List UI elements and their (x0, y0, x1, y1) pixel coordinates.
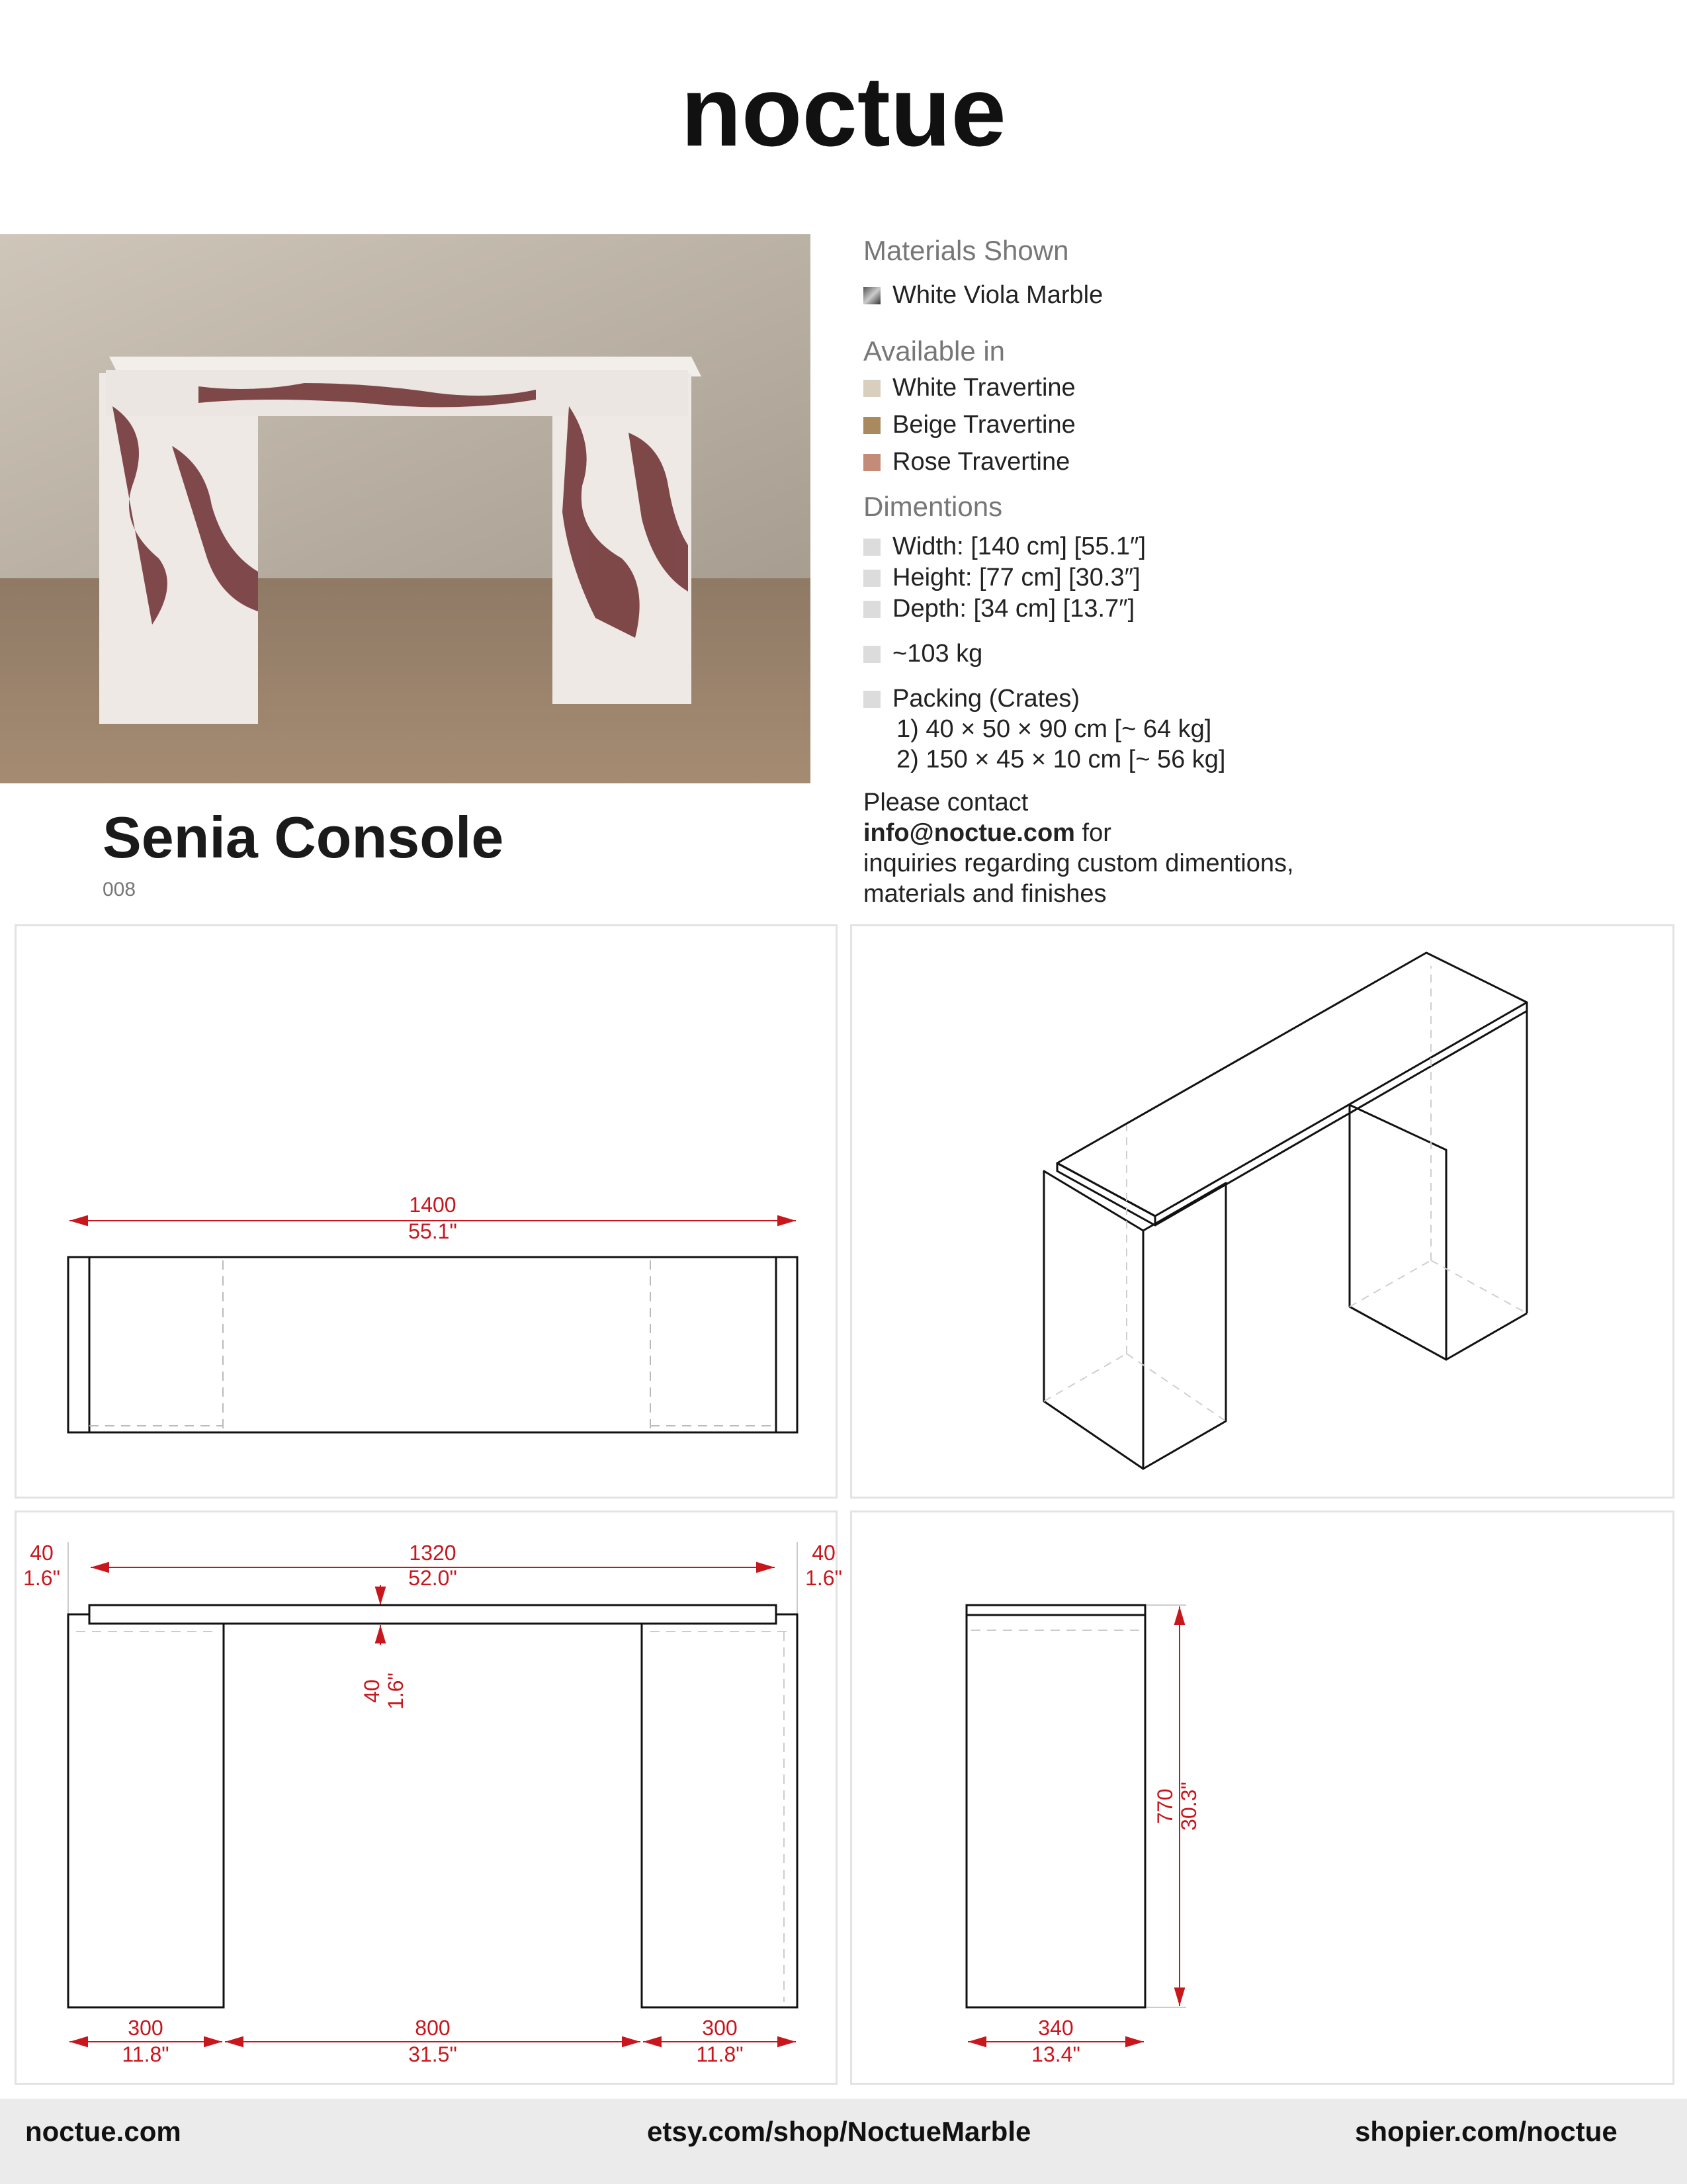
top-slab (89, 1605, 776, 1624)
contact-line-1: Please contact (863, 789, 1029, 816)
product-code: 008 (103, 879, 136, 900)
bullet-icon (863, 601, 881, 618)
footer-shopier-link[interactable]: shopier.com/noctue (1355, 2116, 1618, 2147)
side-view-drawing (852, 1512, 1672, 2083)
dim-mm: 300 (702, 2016, 738, 2040)
material-label: Rose Travertine (892, 448, 1070, 476)
available-item (863, 374, 1076, 402)
dim-mm: 40 (812, 1541, 836, 1565)
available-in-heading: Available in (863, 335, 1006, 367)
dimension-height (863, 564, 1141, 592)
white-travertine-swatch-icon (863, 380, 881, 397)
rose-travertine-swatch-icon (863, 454, 881, 471)
contact-line-2 (863, 819, 1111, 848)
material-label: Beige Travertine (892, 411, 1076, 439)
bullet-icon (863, 691, 881, 708)
bullet-icon (863, 539, 881, 556)
material-label: White Viola Marble (892, 281, 1103, 309)
top-view-panel (15, 924, 838, 1499)
dim-in: 1.6" (384, 1673, 408, 1710)
bullet-icon (863, 646, 881, 663)
weight (863, 640, 982, 668)
isometric-view-panel (850, 924, 1674, 1499)
dim-mm: 1320 (409, 1541, 456, 1565)
isometric-drawing (852, 926, 1672, 1497)
dim-mm: 770 (1153, 1788, 1177, 1824)
dim-in: 1.6" (805, 1566, 842, 1590)
dimension-text: Depth: [34 cm] [13.7″] (892, 595, 1135, 623)
dim-in: 31.5" (408, 2042, 457, 2066)
dim-mm: 340 (1038, 2016, 1074, 2040)
bullet-icon (863, 570, 881, 587)
dim-mm: 300 (128, 2016, 163, 2040)
logo-wordmark: noctue (681, 56, 1006, 167)
dim-in: 52.0" (408, 1566, 457, 1590)
top-outline (68, 1257, 797, 1432)
available-item (863, 448, 1070, 476)
dim-mm: 1400 (409, 1193, 456, 1217)
contact-email[interactable]: info@noctue.com (863, 819, 1075, 847)
dimensions-heading: Dimentions (863, 491, 1003, 522)
footer-website-link[interactable]: noctue.com (25, 2116, 181, 2147)
dim-in: 55.1" (408, 1219, 457, 1243)
side-outline (967, 1605, 1145, 2007)
dim-in: 1.6" (23, 1566, 60, 1590)
dim-mm: 800 (415, 2016, 451, 2040)
dim-in: 11.8" (122, 2042, 169, 2066)
side-view-panel (850, 1510, 1674, 2085)
materials-shown-item (863, 281, 1103, 310)
contact-line-3: inquiries regarding custom dimentions, (863, 850, 1294, 877)
materials-shown-heading: Materials Shown (863, 235, 1069, 266)
front-view-drawing (17, 1512, 842, 2083)
crate-1: 1) 40 × 50 × 90 cm [~ 64 kg] (896, 715, 1212, 743)
dimension-width (863, 533, 1146, 561)
marble-swatch-icon (863, 287, 881, 304)
material-label: White Travertine (892, 374, 1076, 402)
dim-in: 13.4" (1031, 2042, 1080, 2066)
dimension-depth (863, 595, 1135, 623)
noctue-logo (658, 56, 1029, 167)
contact-line-4: materials and finishes (863, 880, 1107, 908)
dim-mm: 40 (360, 1679, 384, 1703)
crate-2: 2) 150 × 45 × 10 cm [~ 56 kg] (896, 746, 1226, 773)
dimension-text: Height: [77 cm] [30.3″] (892, 564, 1141, 591)
available-item (863, 411, 1076, 439)
contact-for: for (1074, 819, 1111, 847)
packing-heading: Packing (Crates) (892, 685, 1080, 713)
dimension-text: Width: [140 cm] [55.1″] (892, 533, 1146, 560)
footer-etsy-link[interactable]: etsy.com/shop/NoctueMarble (647, 2116, 1031, 2147)
weight-text: ~103 kg (892, 640, 983, 668)
top-view-drawing (17, 926, 836, 1497)
beige-travertine-swatch-icon (863, 417, 881, 434)
product-photo (0, 234, 810, 783)
front-view-panel (15, 1510, 842, 2085)
dim-in: 11.8" (696, 2042, 744, 2066)
dim-in: 30.3" (1177, 1782, 1201, 1831)
dim-mm: 40 (30, 1541, 54, 1565)
product-title: Senia Console (103, 805, 504, 870)
packing (863, 685, 1080, 713)
